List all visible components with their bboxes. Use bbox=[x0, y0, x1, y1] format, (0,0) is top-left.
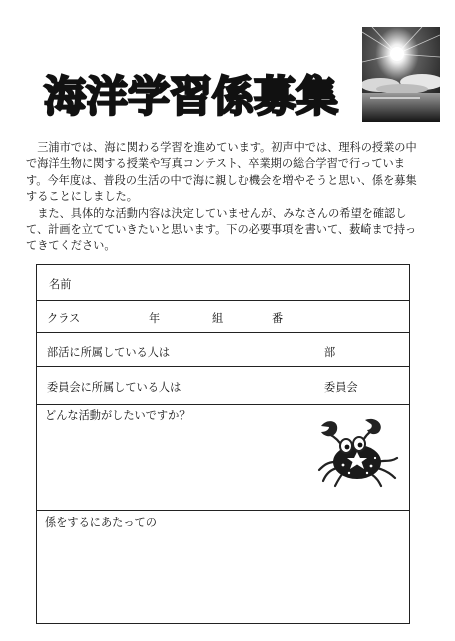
class-row[interactable] bbox=[37, 301, 409, 333]
class-label: クラス bbox=[47, 312, 81, 325]
activity-label: どんな活動がしたいですか？ bbox=[45, 409, 191, 422]
committee-label: 委員会に所属している人は bbox=[47, 381, 182, 394]
comment-row[interactable] bbox=[37, 511, 409, 623]
club-label: 部活に所属している人は bbox=[47, 346, 171, 359]
intro-paragraph-2: また、具体的な活動内容は決定していませんが、みなさんの希望を確認して、計画を立てていきたいと思います。下の必要事項を書いて、薮崎まで持ってきてください。 bbox=[26, 206, 417, 253]
number-label: 番 bbox=[272, 312, 284, 325]
page-title: 海洋学習係募集 bbox=[44, 72, 339, 121]
crab-illustration bbox=[313, 418, 405, 488]
comment-label: 係をするにあたっての bbox=[45, 516, 157, 529]
sun-over-sea-photo bbox=[362, 27, 440, 122]
intro-paragraph-1: 三浦市では、海に関わる学習を進めています。初声中では、理科の授業の中で海洋生物に関する授業や写真コンテスト、卒業期の総合学習で行っています。今年度は、普段の生活の中で海に親しむ機会を増やそうと思い、係を募集することにしました。 bbox=[26, 141, 417, 204]
year-label: 年 bbox=[149, 312, 161, 325]
intro-text bbox=[26, 140, 418, 255]
club-row[interactable] bbox=[37, 333, 409, 367]
name-row[interactable] bbox=[37, 265, 409, 301]
group-label: 組 bbox=[212, 312, 224, 325]
committee-suffix: 委員会 bbox=[324, 381, 358, 394]
committee-row[interactable] bbox=[37, 367, 409, 405]
club-suffix: 部 bbox=[324, 346, 336, 359]
name-label: 名前 bbox=[49, 278, 72, 291]
